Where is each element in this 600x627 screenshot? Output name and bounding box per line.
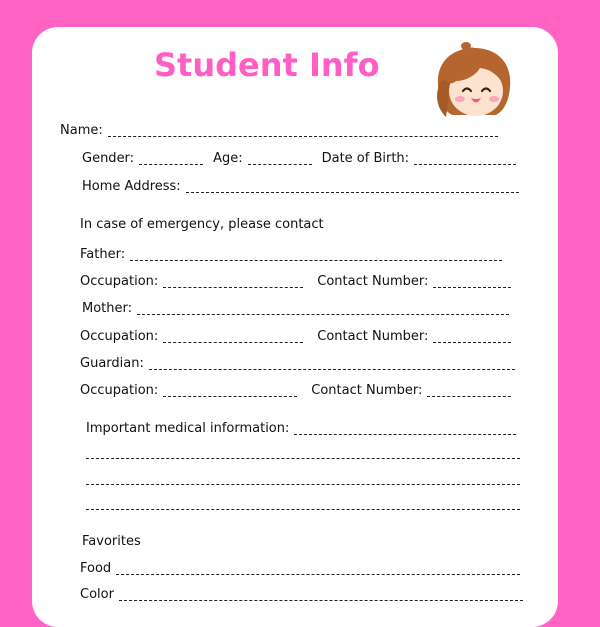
mother-label: Mother: (82, 301, 133, 316)
contact-label: Contact Number: (317, 274, 429, 289)
medical-row (86, 420, 516, 438)
contact-label: Contact Number: (311, 383, 423, 398)
father-occupation-row (80, 273, 511, 291)
guardian-row (80, 355, 515, 373)
medical-line-2[interactable] (86, 457, 520, 459)
name-row (60, 122, 498, 140)
form-sheet (32, 27, 558, 627)
medical-field[interactable] (294, 422, 516, 435)
mother-field[interactable] (137, 302, 509, 315)
emergency-heading: In case of emergency, please contact (80, 217, 324, 232)
mother-contact-field[interactable] (433, 330, 511, 343)
girl-face-icon (426, 39, 522, 121)
address-field[interactable] (186, 180, 519, 193)
dob-label: Date of Birth: (321, 151, 410, 166)
father-row (80, 246, 502, 264)
mother-row (82, 300, 509, 318)
father-contact-field[interactable] (433, 275, 511, 288)
food-field[interactable] (116, 562, 520, 575)
occupation-label: Occupation: (80, 274, 159, 289)
age-label: Age: (213, 151, 243, 166)
contact-label: Contact Number: (317, 329, 429, 344)
color-field[interactable] (119, 588, 523, 601)
address-label: Home Address: (82, 179, 181, 194)
page-title: Student Info (154, 46, 380, 84)
guardian-contact-field[interactable] (427, 384, 511, 397)
gender-age-dob-row (82, 150, 516, 168)
gender-label: Gender: (82, 151, 135, 166)
father-field[interactable] (130, 248, 502, 261)
mother-occupation-field[interactable] (163, 330, 303, 343)
color-label: Color (80, 587, 114, 602)
occupation-label: Occupation: (80, 383, 159, 398)
medical-label: Important medical information: (86, 421, 290, 436)
guardian-occupation-row (80, 382, 511, 400)
father-occupation-field[interactable] (163, 275, 303, 288)
guardian-occupation-field[interactable] (163, 384, 297, 397)
father-label: Father: (80, 247, 126, 262)
medical-line-3[interactable] (86, 483, 520, 485)
food-label: Food (80, 561, 112, 576)
guardian-label: Guardian: (80, 356, 144, 371)
occupation-label: Occupation: (80, 329, 159, 344)
mother-occupation-row (80, 328, 511, 346)
color-row (80, 586, 523, 604)
favorites-heading: Favorites (82, 534, 141, 549)
age-field[interactable] (248, 152, 312, 165)
address-row (82, 178, 519, 196)
dob-field[interactable] (414, 152, 516, 165)
name-field[interactable] (108, 124, 498, 137)
name-label: Name: (60, 123, 103, 138)
guardian-field[interactable] (149, 357, 515, 370)
gender-field[interactable] (139, 152, 203, 165)
medical-line-4[interactable] (86, 508, 520, 510)
food-row (80, 560, 520, 578)
